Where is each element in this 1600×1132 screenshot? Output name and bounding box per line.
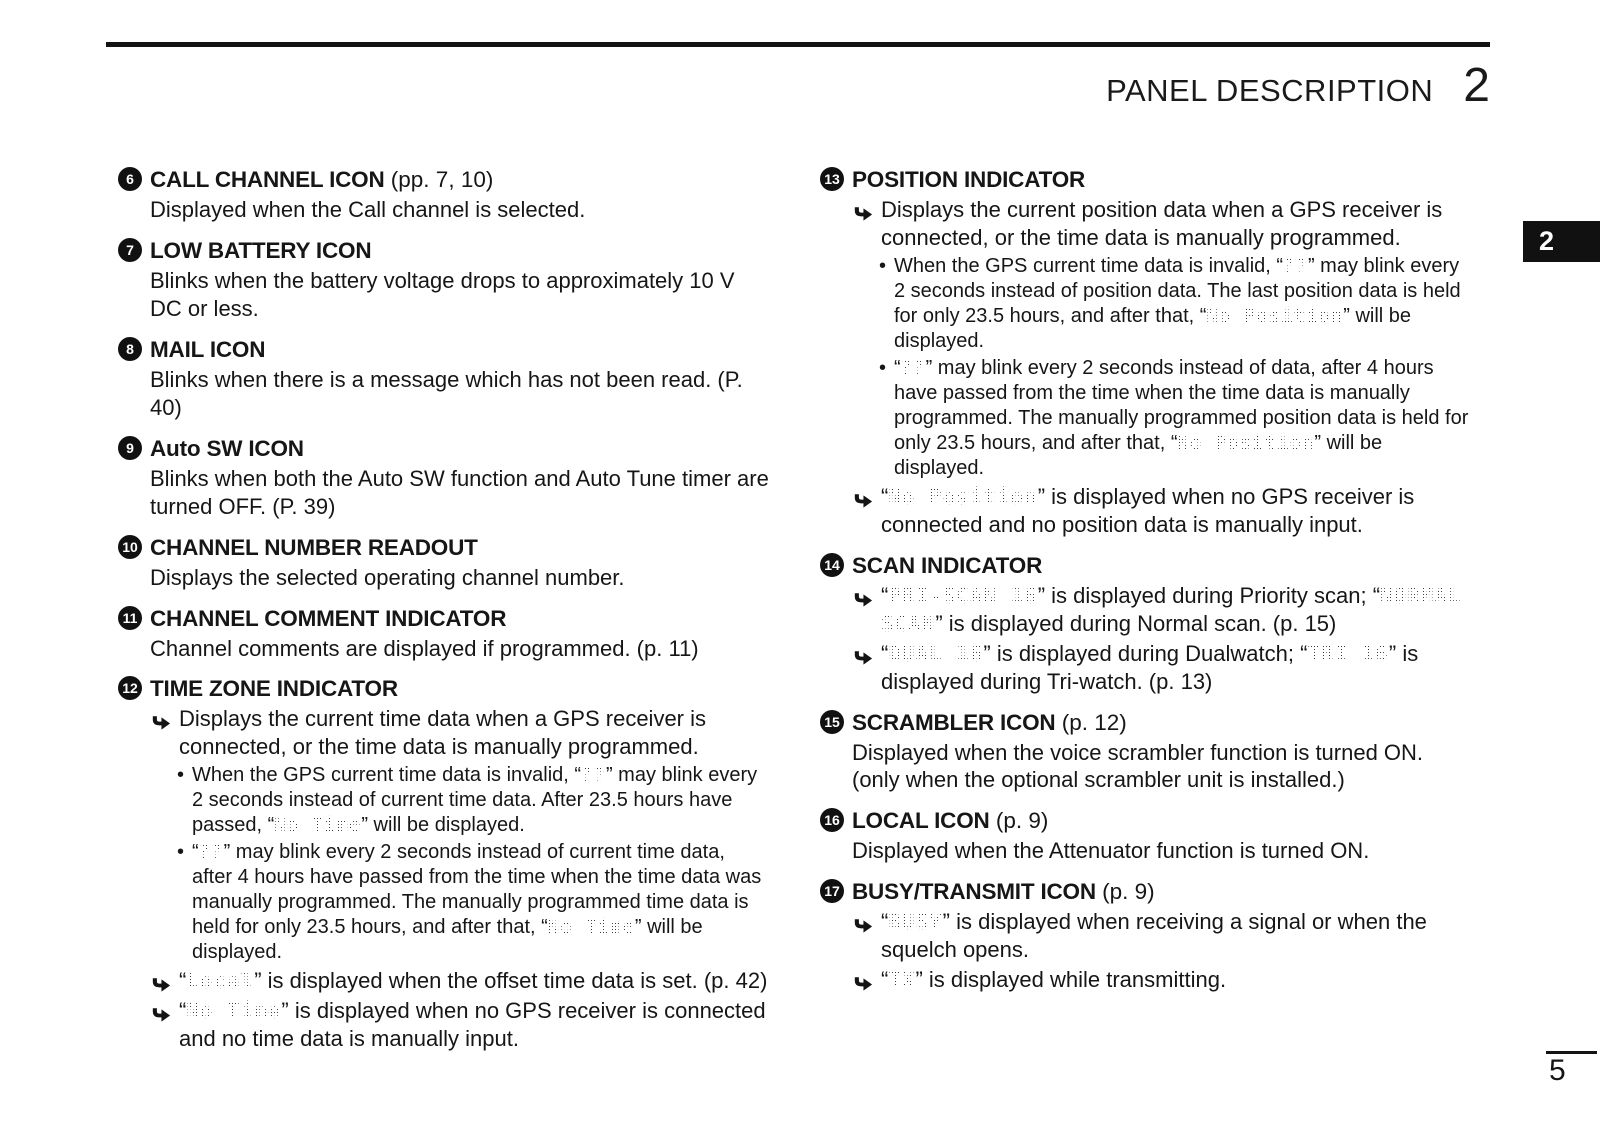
- panel-item-13: [820, 166, 1470, 539]
- text-run: Displayed when the Call channel is selected.: [150, 197, 586, 222]
- item-heading: [118, 534, 770, 561]
- text-run: Displays the current time data when a GPS receiver is connected, or the time data is manually programmed.: [179, 706, 707, 760]
- lcd-display-text: BUSY: [888, 910, 943, 935]
- item-heading: [118, 675, 770, 702]
- item-heading: [118, 237, 770, 264]
- item-heading: [820, 166, 1470, 193]
- item-title-page-ref: (p. 9): [1095, 879, 1155, 905]
- paragraph-arrow: [852, 483, 1470, 539]
- paragraph-bullet: [879, 254, 1470, 354]
- item-title: Auto SW ICON: [150, 435, 304, 461]
- paragraph-arrow: [852, 640, 1470, 696]
- item-body: [852, 837, 1470, 865]
- panel-item-16: [820, 807, 1470, 865]
- item-heading: [118, 336, 770, 363]
- text-run: Displayed when the voice scrambler function is turned ON. (only when the optional scrambler unit is installed.): [852, 739, 1424, 793]
- item-number-badge: 13: [820, 167, 844, 191]
- item-heading: [820, 807, 1470, 834]
- lcd-display-text: ??: [198, 841, 224, 864]
- page-header: [1106, 58, 1490, 113]
- hooked-right-arrow-icon: [853, 645, 873, 673]
- text-run: ” is displayed when receiving a signal or when the squelch opens.: [881, 909, 1427, 963]
- hooked-right-arrow-icon: [151, 1002, 171, 1030]
- lcd-display-text: DUAL 16: [888, 641, 984, 666]
- text-run: ” will be displayed.: [894, 304, 1412, 352]
- paragraph-arrow: [150, 705, 770, 761]
- item-title: POSITION INDICATOR: [852, 167, 1086, 192]
- text-run: Blinks when both the Auto SW function and Auto Tune timer are turned OFF. (P. 39): [150, 465, 769, 519]
- item-title: LOW BATTERY ICON: [150, 237, 372, 263]
- paragraph-text: [852, 837, 1470, 865]
- paragraph-arrow: [150, 967, 770, 995]
- paragraph-text: [852, 739, 1470, 795]
- paragraph-bullet: [177, 763, 770, 838]
- paragraph-text: [150, 564, 770, 592]
- item-title-page-ref: (p. 12): [1055, 709, 1127, 735]
- item-heading: [820, 709, 1470, 736]
- top-rule: [106, 42, 1490, 47]
- paragraph-text: [150, 366, 770, 422]
- hooked-right-arrow-icon: [853, 587, 873, 615]
- item-heading: [118, 435, 770, 462]
- item-title: CALL CHANNEL ICON (pp. 7, 10): [150, 167, 494, 192]
- item-title: CHANNEL NUMBER READOUT: [150, 534, 478, 560]
- text-run: “: [192, 841, 199, 864]
- text-run: When the GPS current time data is invalid, “: [894, 254, 1284, 277]
- text-run: “: [881, 640, 889, 666]
- lcd-display-text: Local: [186, 969, 255, 994]
- text-run: ” is displayed during Dualwatch; “: [983, 640, 1308, 666]
- text-run: ” is displayed when the offset time data is set. (p. 42): [254, 968, 768, 994]
- hooked-right-arrow-icon: [853, 971, 873, 999]
- text-run: “: [894, 356, 901, 379]
- item-body: [150, 705, 770, 1053]
- paragraph-bullet: [879, 356, 1470, 481]
- text-run: “: [179, 998, 187, 1024]
- lcd-display-text: TX: [888, 968, 916, 993]
- panel-item-9: [118, 435, 770, 521]
- paragraph-arrow: [150, 997, 770, 1053]
- text-run: Blinks when the battery voltage drops to approximately 10 V DC or less.: [150, 267, 735, 321]
- page-number: 5: [1549, 1054, 1566, 1087]
- hooked-right-arrow-icon: [853, 913, 873, 941]
- text-run: ” will be displayed.: [192, 916, 703, 964]
- item-body: [852, 582, 1470, 696]
- lcd-display-text: No Time: [186, 999, 282, 1024]
- text-run: ” may blink every 2 seconds instead of current time data, after 4 hours have passed from the time when the time data was manually programmed. The manually programmed time data is held for only 23.5 hours, and after that, “: [192, 841, 762, 939]
- text-run: Blinks when there is a message which has not been read. (P. 40): [150, 366, 743, 420]
- panel-item-11: [118, 605, 770, 663]
- lcd-display-text: TRI 16: [1307, 641, 1389, 666]
- panel-item-8: [118, 336, 770, 422]
- lcd-display-text: NORMAL SCAN: [881, 583, 1462, 636]
- panel-item-7: [118, 237, 770, 323]
- item-heading: [820, 878, 1470, 905]
- item-number-badge: 10: [118, 535, 142, 559]
- item-body: [150, 196, 770, 224]
- panel-item-12: [118, 675, 770, 1053]
- item-title: CHANNEL COMMENT INDICATOR: [150, 605, 507, 631]
- item-number-badge: 8: [118, 337, 142, 361]
- item-number-badge: 12: [118, 676, 142, 700]
- item-number-badge: 17: [820, 879, 844, 903]
- bullet-dot: •: [177, 764, 185, 787]
- panel-item-14: [820, 552, 1470, 696]
- bullet-dot: •: [879, 254, 887, 277]
- lcd-display-text: ??: [1283, 254, 1308, 277]
- panel-item-6: [118, 166, 770, 224]
- paragraph-arrow: [852, 966, 1470, 994]
- item-title-page-ref: (p. 9): [989, 808, 1049, 834]
- item-title: LOCAL ICON (p. 9): [852, 808, 1049, 834]
- text-run: “: [881, 483, 889, 509]
- item-body: [852, 908, 1470, 994]
- lcd-display-text: No Position: [888, 484, 1038, 509]
- item-title: TIME ZONE INDICATOR: [150, 676, 398, 702]
- text-run: ” is displayed during Tri-watch. (p. 13): [881, 640, 1419, 694]
- paragraph-text: [150, 635, 770, 663]
- paragraph-arrow: [852, 908, 1470, 964]
- hooked-right-arrow-icon: [151, 710, 171, 738]
- paragraph-text: [150, 465, 770, 521]
- text-run: ” is displayed when no GPS receiver is connected and no position data is manually input.: [881, 483, 1415, 537]
- panel-item-17: [820, 878, 1470, 994]
- item-number-badge: 7: [118, 238, 142, 262]
- text-run: ” is displayed during Priority scan; “: [1037, 582, 1381, 608]
- item-body: [852, 739, 1470, 795]
- bullet-dot: •: [177, 841, 185, 864]
- item-number-badge: 16: [820, 808, 844, 832]
- item-title-page-ref: (pp. 7, 10): [384, 167, 494, 192]
- text-run: “: [179, 968, 187, 994]
- paragraph-arrow: [852, 196, 1470, 252]
- lcd-display-text: ??: [581, 764, 606, 787]
- item-number-badge: 6: [118, 167, 142, 191]
- bullet-dot: •: [879, 356, 887, 379]
- lcd-display-text: PRI-SCAN 16: [888, 583, 1038, 608]
- chapter-tab-label: 2: [1539, 226, 1555, 256]
- text-run: ” will be displayed.: [361, 814, 525, 837]
- text-run: Displays the selected operating channel number.: [150, 564, 625, 590]
- paragraph-arrow: [852, 582, 1470, 638]
- paragraph-text: [150, 267, 770, 323]
- item-heading: [118, 166, 770, 193]
- text-run: ” is displayed while transmitting.: [915, 967, 1227, 993]
- item-body: [150, 366, 770, 422]
- text-run: ” is displayed during Normal scan. (p. 15): [935, 610, 1337, 636]
- item-title: MAIL ICON: [150, 336, 266, 362]
- chapter-number: 2: [1463, 59, 1490, 112]
- panel-item-10: [118, 534, 770, 592]
- lcd-display-text: No Time: [274, 814, 362, 837]
- paragraph-text: [150, 196, 770, 224]
- item-heading: [820, 552, 1470, 579]
- chapter-tab: [1523, 221, 1600, 262]
- text-run: Channel comments are displayed if programmed. (p. 11): [150, 635, 699, 661]
- item-number-badge: 14: [820, 553, 844, 577]
- item-body: [150, 465, 770, 521]
- hooked-right-arrow-icon: [853, 201, 873, 229]
- text-run: When the GPS current time data is invalid, “: [192, 764, 582, 787]
- text-run: ” may blink every 2 seconds instead of data, after 4 hours have passed from the time when the time data is manually programmed. The manually programmed position data is held for only 23.5 hours, and after that, “: [894, 356, 1469, 454]
- item-body: [150, 564, 770, 592]
- hooked-right-arrow-icon: [853, 488, 873, 516]
- text-run: “: [881, 582, 889, 608]
- item-body: [150, 267, 770, 323]
- paragraph-bullet: [177, 840, 770, 965]
- panel-item-15: [820, 709, 1470, 795]
- left-column: [118, 166, 770, 1066]
- lcd-display-text: No Position: [1206, 304, 1344, 327]
- right-column: [820, 166, 1470, 1007]
- item-title: SCAN INDICATOR: [852, 552, 1043, 578]
- hooked-right-arrow-icon: [151, 972, 171, 1000]
- item-number-badge: 15: [820, 710, 844, 734]
- text-run: Displayed when the Attenuator function is turned ON.: [852, 838, 1370, 864]
- item-body: [852, 196, 1470, 539]
- text-run: ” may blink every 2 seconds instead of position data. The last position data is held for only 23.5 hours, and after that, “: [894, 254, 1461, 327]
- item-title: BUSY/TRANSMIT ICON (p. 9): [852, 879, 1155, 905]
- text-run: Displays the current position data when a GPS receiver is connected, or the time data is manually programmed.: [881, 197, 1443, 250]
- lcd-display-text: No Time: [547, 916, 635, 939]
- text-run: ” may blink every 2 seconds instead of current time data. After 23.5 hours have passed, “: [192, 764, 758, 837]
- item-title: SCRAMBLER ICON (p. 12): [852, 709, 1127, 735]
- lcd-display-text: No Position: [1177, 431, 1315, 454]
- text-run: “: [881, 909, 889, 935]
- text-run: “: [881, 967, 889, 993]
- lcd-display-text: ??: [900, 356, 926, 379]
- item-body: [150, 635, 770, 663]
- item-number-badge: 9: [118, 436, 142, 460]
- text-run: ” will be displayed.: [894, 431, 1383, 479]
- item-number-badge: 11: [118, 606, 142, 630]
- page-title: PANEL DESCRIPTION: [1106, 73, 1434, 108]
- text-run: ” is displayed when no GPS receiver is connected and no time data is manually input.: [179, 998, 766, 1052]
- item-heading: [118, 605, 770, 632]
